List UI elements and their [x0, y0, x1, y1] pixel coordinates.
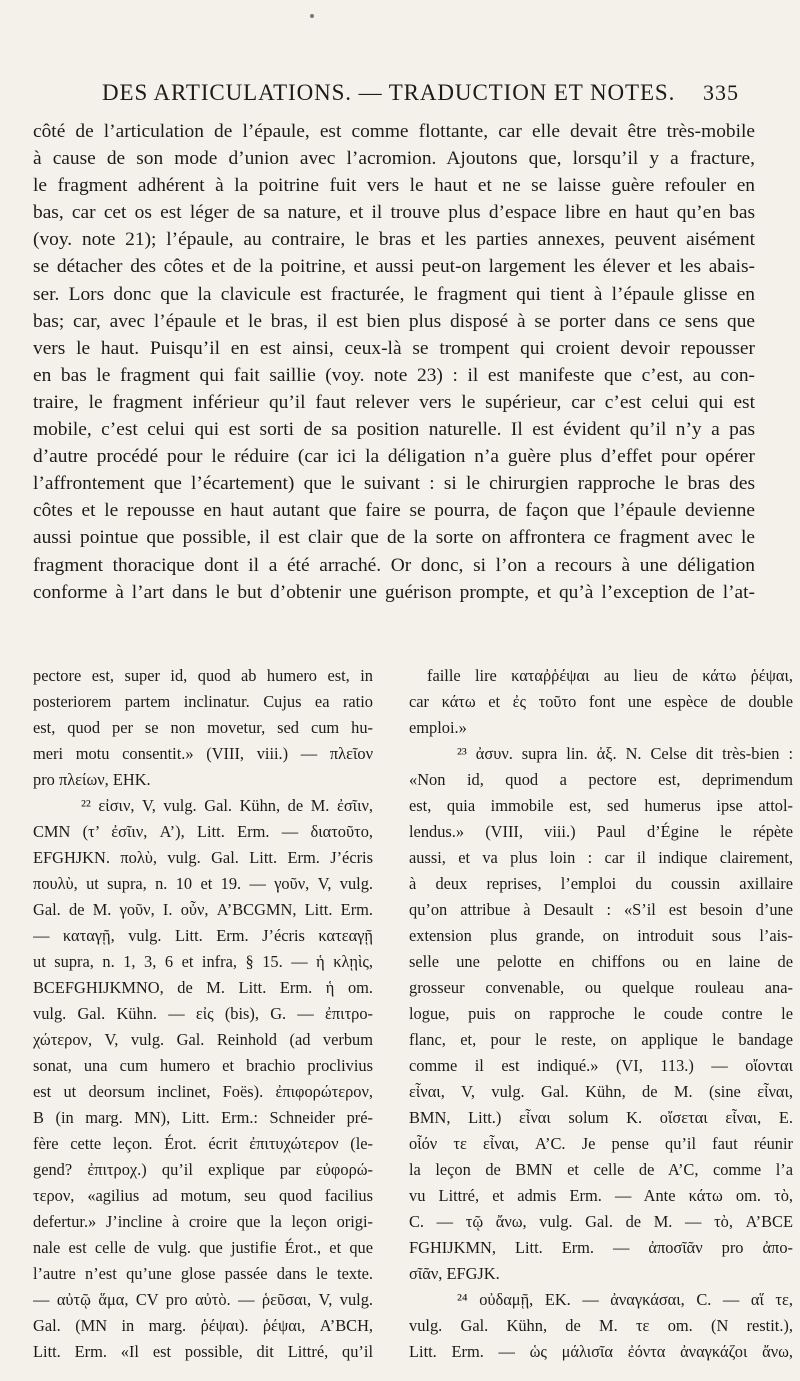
note-line: Litt. Erm. — ὡς μάλισῖα ἐόντα ἀναγκάζοι ἄνω, — [409, 1342, 793, 1361]
note-line: πουλὺ, ut supra, n. 10 et 19. — γοῦν, V, vulg. — [33, 874, 373, 893]
note-line: ²⁴ οὐδαμῇ, EK. — ἀναγκάσαι, C. — αἵ τε, — [457, 1290, 793, 1309]
main-text-line: mobile, c’est celui qui est sorti de sa position naturelle. Il est évident qu’il n’y a pas — [33, 419, 755, 441]
note-line: — καταγῇ, vulg. Litt. Erm. J’écris κατεαγῇ — [33, 926, 373, 945]
note-line: ²² εἰσιν, V, vulg. Gal. Kühn, de M. ἐσῖιν, — [81, 796, 373, 815]
note-line: C. — τῷ ἄνω, vulg. Gal. de M. — τὸ, A’BCE — [409, 1212, 793, 1231]
note-line: sonat, una cum humero et brachio proclivius — [33, 1056, 373, 1075]
note-line: σῖᾶν, EFGJK. — [409, 1264, 500, 1283]
note-line: meri motu consentit.» (VIII, viii.) — πλεῖον — [33, 744, 373, 763]
main-text-line: aussi pointue que possible, il est clair que de la sorte on affrontera ce fragment avec le — [33, 527, 755, 549]
note-line: vulg. Gal. Kühn, de M. τε om. (N restit.), — [409, 1316, 793, 1335]
running-title: DES ARTICULATIONS. — TRADUCTION ET NOTES. — [102, 80, 676, 105]
page-number: 335 — [703, 80, 739, 105]
note-line: — αὐτῷ ἅμα, CV pro αὐτὸ. — ῥεῦσαι, V, vulg. — [33, 1290, 373, 1309]
note-line: nale est celle de vulg. que justifie Érot., et que — [33, 1238, 373, 1257]
note-line: οἷόν τε εἶναι, A’C. Je pense qu’il faut réunir — [409, 1134, 793, 1153]
running-head — [0, 80, 800, 110]
main-text-line: bas; car, avec l’épaule et le bras, il est bien plus disposé à se porter dans ce sens que — [33, 310, 755, 332]
main-text — [33, 118, 755, 606]
main-text-line: le fragment adhérent à la poitrine fuit vers le haut et ne se laisse guère refouler en — [33, 175, 755, 197]
note-line: Gal. de M. γοῦν, I. οὖν, A’BCGMN, Litt. Erm. — [33, 900, 373, 919]
note-line: vu Littré, et admis Erm. — Ante κάτω om. τὸ, — [409, 1186, 793, 1205]
main-text-line: (voy. note 21); l’épaule, au contraire, le bras et les parties annexes, peuvent aisément — [33, 229, 755, 251]
note-line: τερον, «agilius ad motum, seu quod facilius — [33, 1186, 373, 1205]
note-line: à deux reprises, l’emploi du coussin axillaire — [409, 874, 793, 893]
note-line: flanc, et, pour le reste, on applique le bandage — [409, 1030, 793, 1049]
main-text-line: traire, le fragment inférieur qu’il faut relever vers le supérieur, car c’est celui qui est — [33, 391, 755, 413]
note-line: qu’on attribue à Desault : «S’il est besoin d’une — [409, 900, 793, 919]
note-line: posteriorem partem inclinatur. Cujus ea ratio — [33, 692, 373, 711]
note-line: logue, puis on rapproche le coude contre le — [409, 1004, 793, 1023]
note-line: ut supra, n. 1, 3, 6 et infra, § 15. — ἡ κλῃὶς, — [33, 952, 373, 971]
note-line: «Non id, quod a pectore est, deprimendum — [409, 770, 793, 789]
main-text-line: conforme à l’art dans le but d’obtenir une guérison prompte, et qu’à l’exception de l’at- — [33, 581, 755, 603]
note-line: selle une pelotte en chiffons ou en laine de — [409, 952, 793, 971]
note-line: fère cette leçon. Érot. écrit ἐπιτυχώτερον (le- — [33, 1134, 373, 1153]
note-line: l’autre n’est qu’une glose passée dans le texte. — [33, 1264, 373, 1283]
notes-right-column — [409, 663, 793, 1365]
note-line: defertur.» J’incline à croire que la leçon origi- — [33, 1212, 373, 1231]
note-line: χώτερον, V, vulg. Gal. Reinhold (ad verbum — [33, 1030, 373, 1049]
main-text-line: vers le haut. Puisqu’il en est ainsi, ceux-là se trompent qui croient devoir repousser — [33, 337, 755, 359]
main-text-line: ser. Lors donc que la clavicule est fracturée, le fragment qui tient à l’épaule glisse en — [33, 283, 755, 305]
note-line: pectore est, super id, quod ab humero est, in — [33, 666, 373, 685]
main-text-line: l’affrontement que l’écartement) que le suivant : si le chirurgien rapproche le bras des — [33, 473, 755, 495]
note-line: CMN (τ’ ἐσῖιν, A’), Litt. Erm. — διατοῦτο, — [33, 822, 373, 841]
note-line: comme il est indiqué.» (VI, 113.) — οἴονται — [409, 1056, 793, 1075]
main-text-line: fragment thoracique dont il a été arraché. Or donc, si l’on a recours à une déligation — [33, 554, 755, 576]
note-line: est, quia immobile est, sed humerus ipse attol- — [409, 796, 793, 815]
note-line: FGHIJKMN, Litt. Erm. — ἀποσῖᾶν pro ἀπο- — [409, 1238, 793, 1257]
note-line: ²³ ἀσυν. supra lin. ἀξ. N. Celse dit très-bien : — [457, 744, 793, 763]
note-line: la leçon de BMN et celle de A’C, comme l’a — [409, 1160, 793, 1179]
main-text-line: se détacher des côtes et de la poitrine, et aussi peut-on largement les élever et les abais- — [33, 256, 755, 278]
main-text-line: côté de l’articulation de l’épaule, est comme flottante, car elle devait être très-mobile — [33, 121, 755, 142]
note-line: car κάτω et ἐς τοῦτο font une espèce de double — [409, 692, 793, 711]
note-line: B (in marg. MN), Litt. Erm.: Schneider pré- — [33, 1108, 373, 1127]
note-line: faille lire καταῤῥέψαι au lieu de κάτω ῥέψαι, — [427, 666, 793, 685]
main-text-line: en bas le fragment qui fait saillie (voy. note 23) : il est manifeste que c’est, au con- — [33, 364, 755, 386]
main-text-line: à cause de son mode d’union avec l’acromion. Ajoutons que, lorsqu’il y a fracture, — [33, 148, 755, 170]
main-text-line: d’autre procédé pour le réduire (car ici la déligation n’a guère plus d’effet pour opérer — [33, 446, 755, 468]
note-line: aussi, et va plus loin : car il indique clairement, — [409, 848, 793, 867]
notes-left-column — [33, 663, 373, 1365]
note-line: pro πλείων, EHK. — [33, 770, 151, 789]
note-line: EFGHJKN. πολὺ, vulg. Gal. Litt. Erm. J’écris — [33, 848, 373, 867]
main-text-line: bas, car cet os est léger de sa nature, et il trouve plus d’espace libre en haut qu’en bas — [33, 202, 755, 224]
note-line: lendus.» (VIII, viii.) Paul d’Égine le répète — [409, 822, 793, 841]
note-line: gend? ἐπιτροχ.) qu’il explique par εὐφορώ- — [33, 1160, 373, 1179]
note-line: vulg. Gal. Kühn. — εἰς (bis), G. — ἐπιτρο- — [33, 1004, 373, 1023]
page-speck — [310, 14, 314, 18]
note-line: emploi.» — [409, 718, 467, 737]
note-line: grosseur convenable, ou quelque rouleau ana- — [409, 978, 793, 997]
note-line: BCEFGHIJKMNO, de M. Litt. Erm. ἡ om. — [33, 978, 373, 997]
note-line: Gal. (MN in marg. ῥέψαι). ῥέψαι, A’BCH, — [33, 1316, 373, 1335]
note-line: est ut deorsum inclinet, Foës). ἐπιφορώτερον, — [33, 1082, 373, 1101]
note-line: εἶναι, V, vulg. Gal. Kühn, de M. (sine εἶναι, — [409, 1082, 793, 1101]
note-line: BMN, Litt.) εἶναι solum K. οἴσεται εἶναι, E. — [409, 1108, 793, 1127]
note-line: Litt. Erm. «Il est possible, dit Littré, qu’il — [33, 1342, 373, 1361]
note-line: est, quod per se non movetur, sed cum hu- — [33, 718, 373, 737]
note-line: extension plus grande, on introduit sous l’ais- — [409, 926, 793, 945]
main-text-line: côtes et le repousse en haut autant que faire se pourra, de façon que l’épaule devienne — [33, 500, 755, 522]
